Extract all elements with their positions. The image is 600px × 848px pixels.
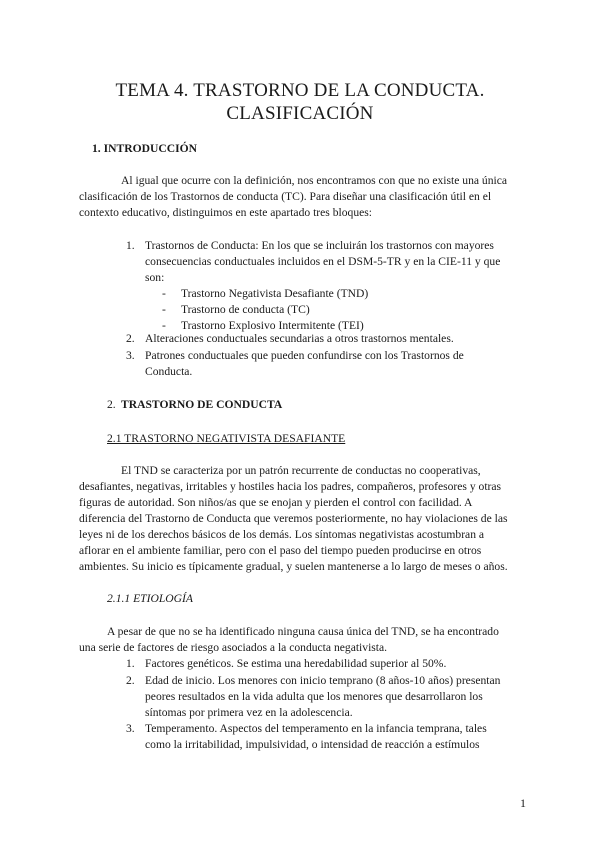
list-item-line: peores resultados en la vida adulta que los menores que desarrollaron los — [145, 690, 483, 703]
subitem-text: Trastorno Negativista Desafiante (TND) — [181, 287, 369, 300]
subitem-bullet: - — [162, 319, 166, 332]
document-title-line-1: TEMA 4. TRASTORNO DE LA CONDUCTA. — [115, 80, 485, 101]
subitem-bullet: - — [162, 287, 166, 300]
list-item-line: Edad de inicio. Los menores con inicio temprano (8 años-10 años) presentan — [145, 674, 501, 687]
list-item-line: Conducta. — [145, 365, 193, 378]
list-item-line: Factores genéticos. Se estima una heredabilidad superior al 50%. — [145, 657, 447, 670]
list-item-number: 2. — [126, 332, 135, 345]
list-item-line: Patrones conductuales que pueden confundirse con los Trastornos de — [145, 349, 464, 362]
tnd-paragraph-line: ambientes. Su inicio es típicamente gradual, y suelen mantenerse a lo largo de meses o años. — [79, 560, 508, 573]
list-item-number: 2. — [126, 674, 135, 687]
tnd-paragraph-line: desafiantes, negativas, irritables y hostiles hacia los padres, compañeros, profesores y otras — [79, 480, 502, 493]
list-item-number: 3. — [126, 349, 135, 362]
list-item-line: Temperamento. Aspectos del temperamento en la infancia temprana, tales — [145, 722, 487, 735]
section-1-heading: 1. INTRODUCCIÓN — [92, 142, 197, 155]
list-item-line: son: — [145, 271, 165, 284]
subsection-heading: 2.1 TRASTORNO NEGATIVISTA DESAFIANTE — [107, 432, 346, 445]
subitem-text: Trastorno de conducta (TC) — [181, 303, 310, 316]
subitem-bullet: - — [162, 303, 166, 316]
etiology-paragraph-line: una serie de factores de riesgo asociados a la conducta negativista. — [79, 641, 388, 654]
tnd-paragraph-line: El TND se caracteriza por un patrón recurrente de conductas no cooperativas, — [121, 464, 481, 477]
tnd-paragraph-line: leyes ni de los derechos básicos de los demás. Los síntomas negativistas acostumbran a — [79, 528, 485, 541]
subitem-text: Trastorno Explosivo Intermitente (TEI) — [181, 319, 364, 332]
tnd-paragraph-line: aflorar en el ambiente familiar, pero con el paso del tiempo pueden producirse en otros — [79, 544, 482, 557]
list-item-number: 3. — [126, 722, 135, 735]
list-item-number: 1. — [126, 239, 135, 252]
list-item-line: como la irritabilidad, impulsividad, o intensidad de reacción a estímulos — [145, 738, 480, 751]
list-item-line: Alteraciones conductuales secundarias a otros trastornos mentales. — [145, 332, 454, 345]
list-item-number: 1. — [126, 657, 135, 670]
section-2-heading: TRASTORNO DE CONDUCTA — [121, 398, 283, 411]
document-title-line-2: CLASIFICACIÓN — [226, 103, 374, 124]
etiology-paragraph-line: A pesar de que no se ha identificado ninguna causa única del TND, se ha encontrado — [107, 625, 499, 638]
tnd-paragraph-line: diferencia del Trastorno de Conducta que veremos posteriormente, no hay violaciones de las — [79, 512, 508, 525]
intro-paragraph-line: clasificación de los Trastornos de conducta (TC). Para diseñar una clasificación útil en el — [79, 190, 492, 203]
list-item-line: síntomas por primera vez en la adolescencia. — [145, 706, 353, 719]
section-2-heading-number: 2. — [107, 398, 116, 411]
list-item-line: consecuencias conductuales incluidos en el DSM-5-TR y en la CIE-11 y que — [145, 255, 501, 268]
sub-subsection-heading: 2.1.1 ETIOLOGÍA — [107, 592, 193, 605]
page-number: 1 — [520, 796, 526, 810]
intro-paragraph-line: contexto educativo, distinguimos en este apartado tres bloques: — [79, 206, 372, 219]
intro-paragraph-line: Al igual que ocurre con la definición, nos encontramos con que no existe una única — [121, 174, 508, 187]
list-item-line: Trastornos de Conducta: En los que se incluirán los trastornos con mayores — [145, 239, 494, 252]
tnd-paragraph-line: figuras de autoridad. Son niños/as que se enojan y pierden el control con facilidad. A — [79, 496, 473, 509]
